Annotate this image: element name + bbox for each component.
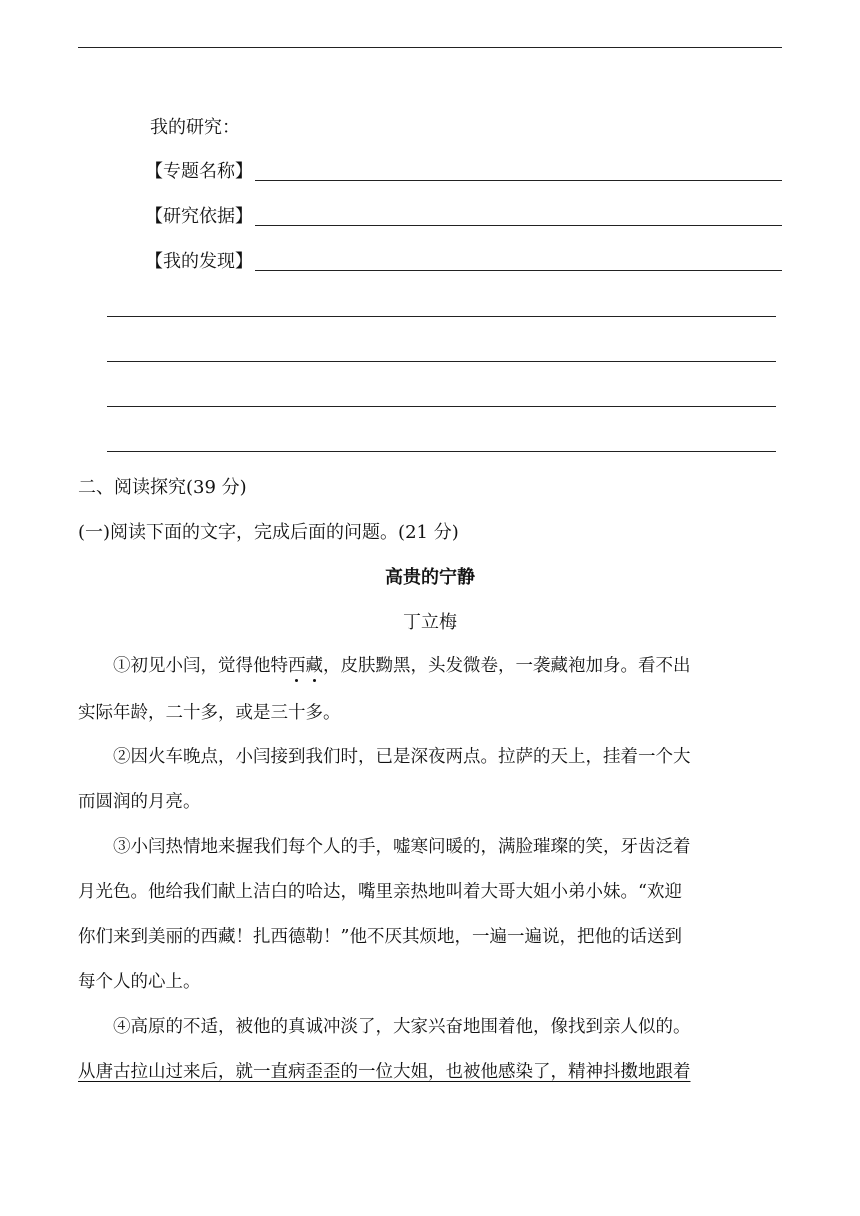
research-heading: 我的研究： (150, 117, 240, 138)
article-title: 高贵的宁静 (385, 567, 475, 588)
paragraph-2-line-2: 而圆润的月亮。 (78, 792, 201, 812)
emphasis-char: 藏 (305, 656, 323, 676)
paragraph-3-line-1: ③小闫热情地来握我们每个人的手，嘘寒问暖的，满脸璀璨的笑，牙齿泛着 (113, 837, 691, 857)
answer-line[interactable] (107, 316, 776, 317)
header-rule (78, 47, 782, 48)
paragraph-1-line-1 (78, 654, 782, 678)
answer-line[interactable] (107, 406, 776, 407)
text-span: ①初见小闫，觉得他特 (113, 656, 288, 676)
research-basis-row (145, 205, 782, 229)
research-basis-label: 【研究依据】 (145, 206, 253, 227)
research-basis-blank[interactable] (255, 225, 782, 226)
answer-line[interactable] (107, 361, 776, 362)
paragraph-4-line-2-underlined: 从唐古拉山过来后，就一直病歪歪的一位大姐，也被他感染了，精神抖擞地跟着 (78, 1062, 691, 1082)
paragraph-2-line-1: ②因火车晚点，小闫接到我们时，已是深夜两点。拉萨的天上，挂着一个大 (113, 747, 691, 767)
paragraph-3-line-4: 每个人的心上。 (78, 972, 201, 992)
findings-label: 【我的发现】 (145, 251, 253, 272)
section-heading-reading: 二、阅读探究(39 分) (78, 477, 247, 498)
topic-name-row (145, 160, 782, 184)
findings-blank[interactable] (255, 270, 782, 271)
text-span: ，皮肤黝黑，头发微卷，一袭藏袍加身。看不出 (323, 656, 691, 676)
paragraph-1-line-2: 实际年龄，二十多，或是三十多。 (78, 703, 341, 723)
answer-line[interactable] (107, 451, 776, 452)
emphasis-char: 西 (288, 656, 306, 676)
section-heading-part-one: (一)阅读下面的文字，完成后面的问题。(21 分) (78, 522, 459, 543)
topic-name-blank[interactable] (255, 180, 782, 181)
topic-name-label: 【专题名称】 (145, 161, 253, 182)
article-author: 丁立梅 (403, 612, 457, 633)
paragraph-4-line-1: ④高原的不适，被他的真诚冲淡了，大家兴奋地围着他，像找到亲人似的。 (113, 1017, 691, 1037)
paragraph-3-line-3: 你们来到美丽的西藏！扎西德勒！”他不厌其烦地，一遍一遍说，把他的话送到 (78, 927, 682, 947)
paragraph-3-line-2: 月光色。他给我们献上洁白的哈达，嘴里亲热地叫着大哥大姐小弟小妹。“欢迎 (78, 882, 682, 902)
findings-row (145, 250, 782, 274)
